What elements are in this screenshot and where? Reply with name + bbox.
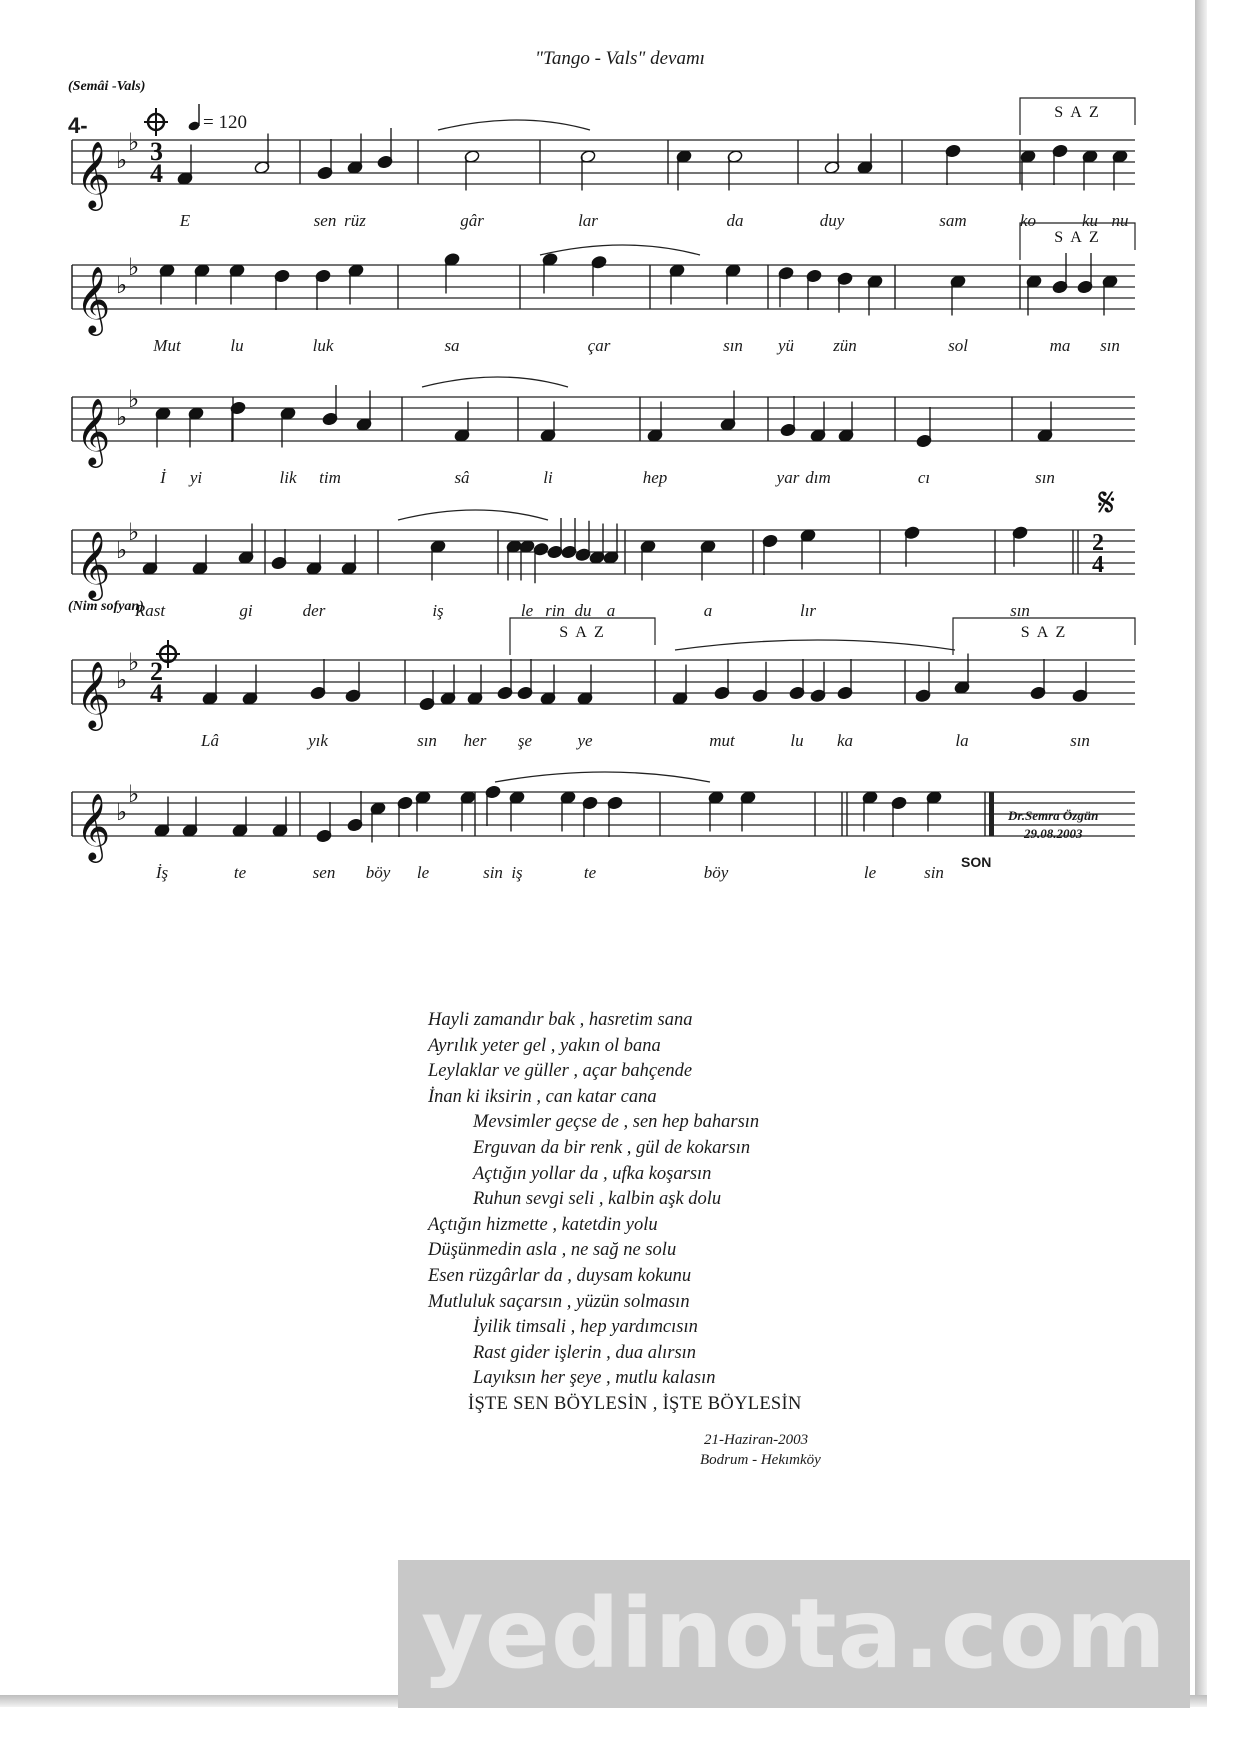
poem-line: Erguvan da bir renk , gül de kokarsın — [473, 1137, 751, 1158]
lyric-syllable: ku — [1081, 211, 1099, 230]
lyric-syllable: yü — [777, 336, 795, 355]
lyric-syllable: gi — [239, 601, 253, 620]
lyric-syllable: zün — [833, 336, 857, 355]
flat-sign-icon: ♭ — [116, 536, 128, 564]
flat-sign-icon: ♭ — [128, 253, 140, 281]
lyric-syllable: sın — [1100, 336, 1120, 355]
poem-line: Leylaklar ve güller , açar bahçende — [428, 1061, 693, 1082]
poem-line: Düşünmedin asla , ne sağ ne solu — [428, 1240, 677, 1261]
flat-sign-icon: ♭ — [128, 385, 140, 413]
end-label: SON — [961, 854, 992, 870]
poem-line: Mevsimler geçse de , sen hep baharsın — [473, 1112, 760, 1133]
lyric-syllable: lır — [799, 601, 817, 620]
lyric-syllable: ka — [836, 731, 854, 750]
time-signature-denominator: 4 — [150, 679, 163, 708]
staff-system — [72, 480, 1135, 620]
lyric-syllable: le — [863, 863, 877, 882]
lyric-syllable: iş — [511, 863, 523, 882]
lyric-syllable: a — [703, 601, 713, 620]
poem-line: Ruhun sevgi seli , kalbin aşk dolu — [473, 1189, 722, 1210]
lyric-syllable: der — [302, 601, 326, 620]
composer-date: 29.08.2003 — [1024, 826, 1083, 841]
lyric-syllable: Mut — [153, 336, 181, 355]
lyric-syllable: sın — [1070, 731, 1090, 750]
treble-clef-icon: 𝄞 — [76, 792, 111, 860]
lyric-syllable: Lâ — [201, 731, 219, 750]
poem-line: İŞTE SEN BÖYLESİN , İŞTE BÖYLESİN — [468, 1393, 802, 1414]
flat-sign-icon: ♭ — [116, 403, 128, 431]
section-label: (Nim sofyan) — [68, 599, 144, 614]
final-barline — [989, 792, 994, 836]
slur — [438, 120, 590, 130]
lyric-syllable: sa — [444, 336, 460, 355]
lyric-syllable: li — [543, 468, 553, 487]
lyric-syllable: sın — [1035, 468, 1055, 487]
section-label: (Semâi -Vals) — [68, 79, 146, 94]
flat-sign-icon: ♭ — [128, 780, 140, 808]
lyric-syllable: sin — [483, 863, 503, 882]
poem-line: Rast gider işlerin , dua alırsın — [473, 1342, 697, 1363]
page-title: "Tango - Vals" devamı — [535, 48, 705, 69]
lyric-syllable: le — [520, 601, 534, 620]
lyric-syllable: İş — [155, 863, 169, 882]
flat-sign-icon: ♭ — [116, 798, 128, 826]
staff-system — [72, 223, 1135, 355]
lyric-syllable: sın — [1010, 601, 1030, 620]
lyric-syllable: rüz — [344, 211, 366, 230]
flat-sign-icon: ♭ — [116, 271, 128, 299]
staff-system — [68, 599, 1135, 750]
time-signature-numerator: 3 — [150, 137, 163, 166]
lyric-syllable: İ — [160, 468, 166, 487]
lyric-syllable: te — [233, 863, 247, 882]
treble-clef-icon: 𝄞 — [76, 265, 111, 333]
lyric-syllable: yık — [308, 731, 328, 750]
poem-line: İnan ki iksirin , can katar cana — [428, 1086, 657, 1107]
lyric-syllable: a — [606, 601, 616, 620]
flat-sign-icon: ♭ — [116, 146, 128, 174]
treble-clef-icon: 𝄞 — [76, 140, 111, 208]
lyric-syllable: luk — [312, 336, 334, 355]
watermark-text: yedinota.com — [421, 1578, 1167, 1690]
lyric-syllable: sın — [417, 731, 437, 750]
poem-location: Bodrum - Hekımköy — [700, 1452, 821, 1468]
flat-sign-icon: ♭ — [128, 128, 140, 156]
treble-clef-icon: 𝄞 — [76, 530, 111, 598]
tempo-marking: = 120 — [203, 112, 247, 133]
lyric-syllable: ko — [1019, 211, 1037, 230]
lyric-syllable: hep — [642, 468, 668, 487]
lyric-syllable: şe — [517, 731, 533, 750]
lyric-syllable: sen — [313, 211, 337, 230]
saz-label: S A Z — [559, 624, 606, 641]
lyric-syllable: te — [583, 863, 597, 882]
lyric-syllable: sam — [939, 211, 967, 230]
composer-credit: Dr.Semra Özgün — [1008, 808, 1099, 823]
poem-line: İyilik timsali , hep yardımcısın — [473, 1317, 698, 1338]
time-signature-numerator: 2 — [1092, 530, 1104, 556]
poem-line: Mutluluk saçarsın , yüzün solmasın — [428, 1291, 690, 1312]
segno-icon: 𝄋 — [1098, 480, 1116, 526]
lyric-syllable: sin — [924, 863, 944, 882]
lyric-syllable: tim — [319, 468, 341, 487]
poem-lyrics — [428, 1008, 802, 1418]
slur — [422, 377, 568, 387]
poem-line: Açtığın hizmette , katetdin yolu — [428, 1214, 658, 1235]
section-number: 4- — [68, 113, 88, 138]
lyric-syllable: du — [574, 601, 592, 620]
poem-date-block — [700, 1430, 821, 1470]
treble-clef-icon: 𝄞 — [76, 660, 111, 728]
lyric-syllable: la — [955, 731, 969, 750]
lyric-syllable: lar — [578, 211, 598, 230]
poem-line: Layıksın her şeye , mutlu kalasın — [473, 1368, 716, 1389]
lyric-syllable: le — [416, 863, 430, 882]
flat-sign-icon: ♭ — [128, 648, 140, 676]
saz-label: S A Z — [1054, 104, 1101, 121]
lyric-syllable: lu — [790, 731, 804, 750]
lyric-syllable: sen — [312, 863, 336, 882]
coda-icon — [144, 108, 168, 136]
lyric-syllable: sâ — [454, 468, 470, 487]
lyric-syllable: nu — [1111, 211, 1129, 230]
poem-line: Esen rüzgârlar da , duysam kokunu — [428, 1265, 692, 1286]
lyric-syllable: gâr — [460, 211, 484, 230]
lyric-syllable: çar — [587, 336, 611, 355]
lyric-syllable: cı — [917, 468, 931, 487]
staff-system — [72, 377, 1135, 487]
poem-line: Hayli zamandır bak , hasretim sana — [428, 1010, 693, 1030]
flat-sign-icon: ♭ — [116, 666, 128, 694]
lyric-syllable: iş — [432, 601, 444, 620]
lyric-syllable: böy — [365, 863, 391, 882]
poem-line: Ayrılık yeter gel , yakın ol bana — [428, 1035, 661, 1056]
staff-system — [68, 79, 1135, 230]
time-signature-numerator: 2 — [150, 657, 163, 686]
flat-sign-icon: ♭ — [128, 518, 140, 546]
poem-date: 21-Haziran-2003 — [704, 1432, 809, 1448]
lyric-syllable: lu — [230, 336, 244, 355]
lyric-syllable: ye — [577, 731, 593, 750]
lyric-syllable: sol — [948, 336, 968, 355]
saz-label: S A Z — [1054, 229, 1101, 246]
saz-label: S A Z — [1020, 624, 1068, 641]
lyric-syllable: sın — [723, 336, 743, 355]
lyric-syllable: duy — [819, 211, 845, 230]
lyric-syllable: E — [179, 211, 191, 230]
lyric-syllable: yi — [189, 468, 203, 487]
lyric-syllable: yar — [776, 468, 800, 487]
slur — [398, 510, 548, 520]
slur — [495, 772, 710, 782]
treble-clef-icon: 𝄞 — [76, 397, 111, 465]
lyric-syllable: böy — [703, 863, 729, 882]
poem-line: Açtığın yollar da , ufka koşarsın — [473, 1163, 712, 1184]
lyric-syllable: da — [726, 211, 744, 230]
lyric-syllable: rin — [545, 601, 565, 620]
lyric-syllable: lik — [279, 468, 297, 487]
lyric-syllable: Rast — [134, 601, 166, 620]
lyric-syllable: mut — [709, 731, 735, 750]
slur — [675, 640, 955, 650]
lyric-syllable: her — [463, 731, 487, 750]
lyric-syllable: ma — [1049, 336, 1071, 355]
time-signature-denominator: 4 — [150, 159, 163, 188]
lyric-syllable: dım — [805, 468, 831, 487]
time-signature-denominator: 4 — [1092, 552, 1104, 578]
slur — [540, 245, 700, 255]
